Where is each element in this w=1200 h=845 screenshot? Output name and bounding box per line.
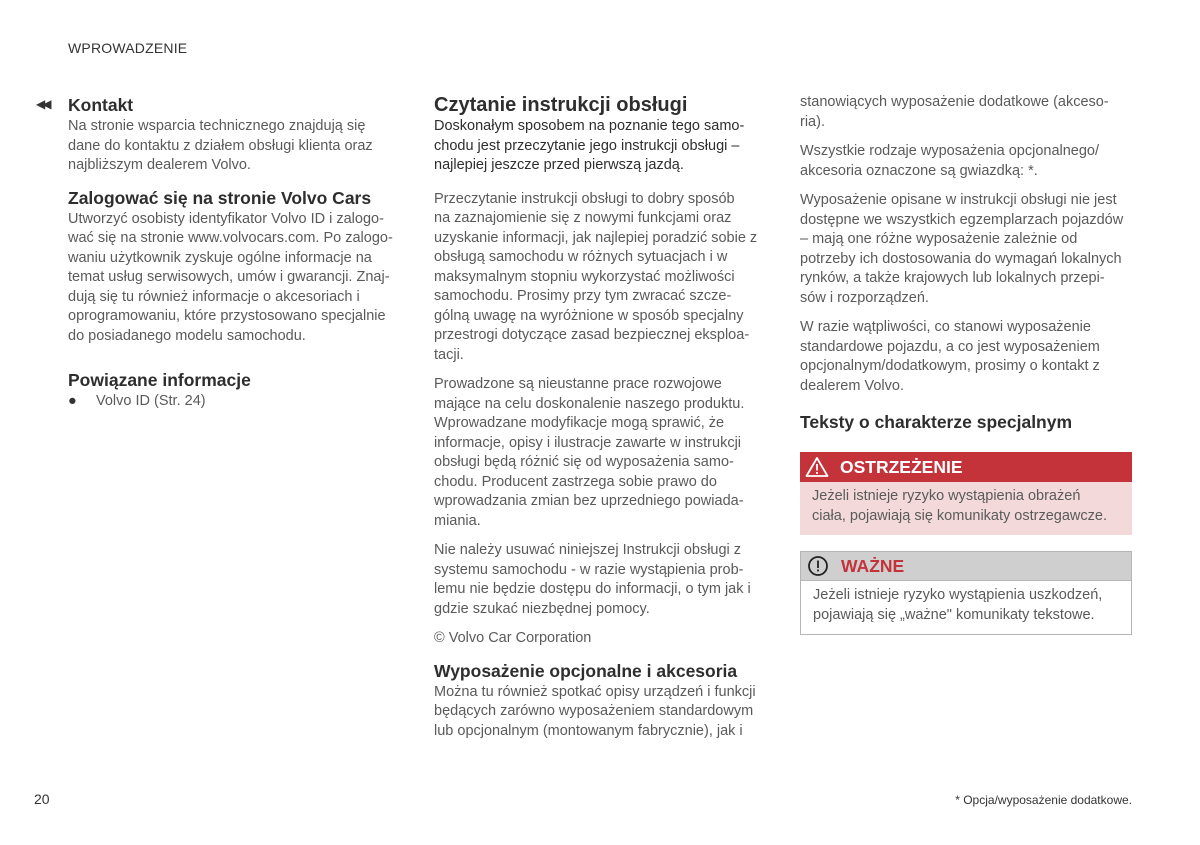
- text-line: miania.: [434, 512, 481, 529]
- warning-triangle-icon: [804, 455, 830, 479]
- text-line: dują się tu również informacje o akcesoriach i: [68, 288, 360, 305]
- related-info-item[interactable]: [68, 392, 403, 412]
- page-header: WPROWADZENIE: [68, 40, 188, 56]
- text-line: Wyposażenie opisane w instrukcji obsługi nie jest: [800, 192, 1117, 208]
- options-heading: Wyposażenie opcjonalne i akcesoria: [434, 660, 738, 681]
- warning-body: [800, 482, 1132, 535]
- text-line: temat usług serwisowych, umów i gwarancji. Znaj-: [68, 269, 390, 285]
- options-paragraph: [434, 683, 770, 742]
- contact-paragraph: [68, 117, 403, 176]
- text-line: W razie wątpliwości, co stanowi wyposażenie: [800, 319, 1091, 335]
- column-left: [68, 93, 403, 412]
- page-number: 20: [34, 791, 50, 807]
- text-line: Jeżeli istnieje ryzyko wystąpienia obrażeń: [812, 488, 1081, 504]
- text-line: najlepiej jeszcze przed pierwszą jazdą.: [434, 157, 684, 173]
- login-paragraph: [68, 210, 403, 347]
- important-header: [800, 551, 1132, 580]
- text-line: dane do kontaktu z działem obsługi klienta oraz: [68, 137, 373, 154]
- development-paragraph: [434, 375, 770, 531]
- reading-paragraph: [434, 190, 770, 366]
- text-line: wać się na stronie www.volvocars.com. Po zalogo-: [68, 230, 393, 246]
- text-line: gdzie szukać niezbędnej pomocy.: [434, 600, 650, 617]
- footnote: * Opcja/wyposażenie dodatkowe.: [955, 793, 1132, 807]
- important-title: WAŻNE: [841, 555, 905, 576]
- warning-title: OSTRZEŻENIE: [840, 456, 963, 477]
- text-line: informacje, opisy i ilustracje zawarte w instrukcji: [434, 434, 742, 451]
- text-line: lub opcjonalnym (montowanym fabrycznie), jak i: [434, 722, 743, 739]
- text-line: ria).: [800, 113, 825, 130]
- continuation-paragraph: [800, 93, 1135, 132]
- text-line: obsługi będą różnić się od wyposażenia samo-: [434, 454, 734, 470]
- text-line: Nie należy usuwać niniejszej Instrukcji obsługi z: [434, 542, 742, 558]
- related-info-heading: Powiązane informacje: [68, 370, 251, 390]
- text-line: chodu jest przeczytanie jego instrukcji obsługi –: [434, 137, 740, 154]
- text-line: Na stronie wsparcia technicznego znajdują się: [68, 118, 366, 134]
- text-line: Doskonałym sposobem na poznanie tego samo-: [434, 118, 745, 134]
- text-line: akcesoria oznaczone są gwiazdką: *.: [800, 162, 1038, 179]
- text-line: systemu samochodu - w razie wystąpienia prob-: [434, 561, 744, 578]
- text-line: Można tu również spotkać opisy urządzeń i funkcji: [434, 683, 756, 700]
- text-line: stanowiących wyposażenie dodatkowe (akceso-: [800, 94, 1109, 110]
- text-line: sów i rozporządzeń.: [800, 289, 929, 306]
- warning-header: [800, 452, 1132, 482]
- text-line: chodu. Producent zastrzega sobie prawo do: [434, 473, 717, 490]
- text-line: Prowadzone są nieustanne prace rozwojowe: [434, 376, 722, 392]
- text-line: najbliższym dealerem Volvo.: [68, 157, 251, 173]
- text-line: – mają one różne wyposażenie zależnie od: [800, 231, 1078, 247]
- lead-paragraph: [434, 117, 770, 176]
- warning-box: [800, 452, 1132, 535]
- column-middle: [434, 93, 770, 741]
- text-line: uzyskanie informacji, jak najlepiej poradzić sobie z: [434, 229, 758, 246]
- exclamation-circle-icon: [807, 555, 829, 577]
- section-title: Czytanie instrukcji obsługi: [434, 94, 688, 116]
- text-line: standardowe pojazdu, a co jest wyposażeniem: [800, 338, 1100, 355]
- doubt-paragraph: [800, 318, 1135, 396]
- text-line: Wprowadzane modyfikacje mogą sprawić, że: [434, 415, 725, 431]
- text-line: ciała, pojawiają się komunikaty ostrzegawcze.: [812, 507, 1107, 524]
- text-line: do posiadanego modelu samochodu.: [68, 327, 306, 344]
- text-line: Jeżeli istnieje ryzyko wystąpienia uszkodzeń,: [813, 587, 1103, 603]
- text-line: lemu nie będzie dostępu do informacji, o tym jak i: [434, 581, 751, 597]
- availability-paragraph: [800, 191, 1135, 308]
- text-line: potrzeby ich dostosowania do wymagań lokalnych: [800, 250, 1122, 267]
- text-line: będących zarówno wyposażeniem standardowym: [434, 703, 754, 719]
- text-line: maksymalnym stopniu wykorzystać możliwości: [434, 268, 735, 285]
- back-arrow-icon[interactable]: ◀◀: [36, 97, 49, 111]
- text-line: pojawiają się „ważne" komunikaty tekstowe.: [813, 606, 1095, 623]
- text-line: mające na celu doskonalenie naszego produktu.: [434, 395, 745, 412]
- text-line: samochodu. Prosimy przy tym zwracać szcze-: [434, 288, 732, 304]
- important-box: [800, 551, 1132, 635]
- text-line: gólną uwagę na wyróżnione w sposób specjalny: [434, 307, 744, 324]
- contact-heading: Kontakt: [68, 95, 134, 115]
- text-line: Utworzyć osobisty identyfikator Volvo ID i zalogo-: [68, 210, 384, 227]
- text-line: waniu użytkownik zyskuje ogólne informacje na: [68, 249, 372, 266]
- copyright: © Volvo Car Corporation: [434, 630, 592, 646]
- text-line: dostępne we wszystkich egzemplarzach pojazdów: [800, 211, 1124, 228]
- text-line: Przeczytanie instrukcji obsługi to dobry sposób: [434, 190, 735, 207]
- text-line: tacji.: [434, 346, 464, 363]
- text-line: wprowadzania zmian bez uprzedniego powiada-: [434, 493, 744, 509]
- text-line: dealerem Volvo.: [800, 377, 904, 394]
- bullet-icon: ●: [68, 393, 77, 409]
- important-body: [800, 580, 1132, 635]
- text-line: oprogramowaniu, które przystosowano specjalnie: [68, 308, 386, 324]
- login-heading: Zalogować się na stronie Volvo Cars: [68, 187, 372, 208]
- special-texts-heading: Teksty o charakterze specjalnym: [800, 412, 1073, 432]
- retention-paragraph: [434, 541, 770, 619]
- text-line: Wszystkie rodzaje wyposażenia opcjonalnego/: [800, 143, 1100, 159]
- text-line: na zaznajomienie się z nowymi funkcjami oraz: [434, 210, 732, 226]
- text-line: opcjonalnym/dodatkowym, prosimy o kontakt z: [800, 358, 1100, 374]
- asterisk-paragraph: [800, 142, 1135, 181]
- text-line: przestrogi dotyczące zasad bezpiecznej eksploa-: [434, 327, 750, 343]
- column-right: [800, 93, 1135, 635]
- related-link[interactable]: Volvo ID (Str. 24): [96, 393, 206, 409]
- text-line: rynków, a także krajowych lub lokalnych przepi-: [800, 270, 1105, 286]
- text-line: obsługą samochodu w różnych sytuacjach i w: [434, 249, 728, 265]
